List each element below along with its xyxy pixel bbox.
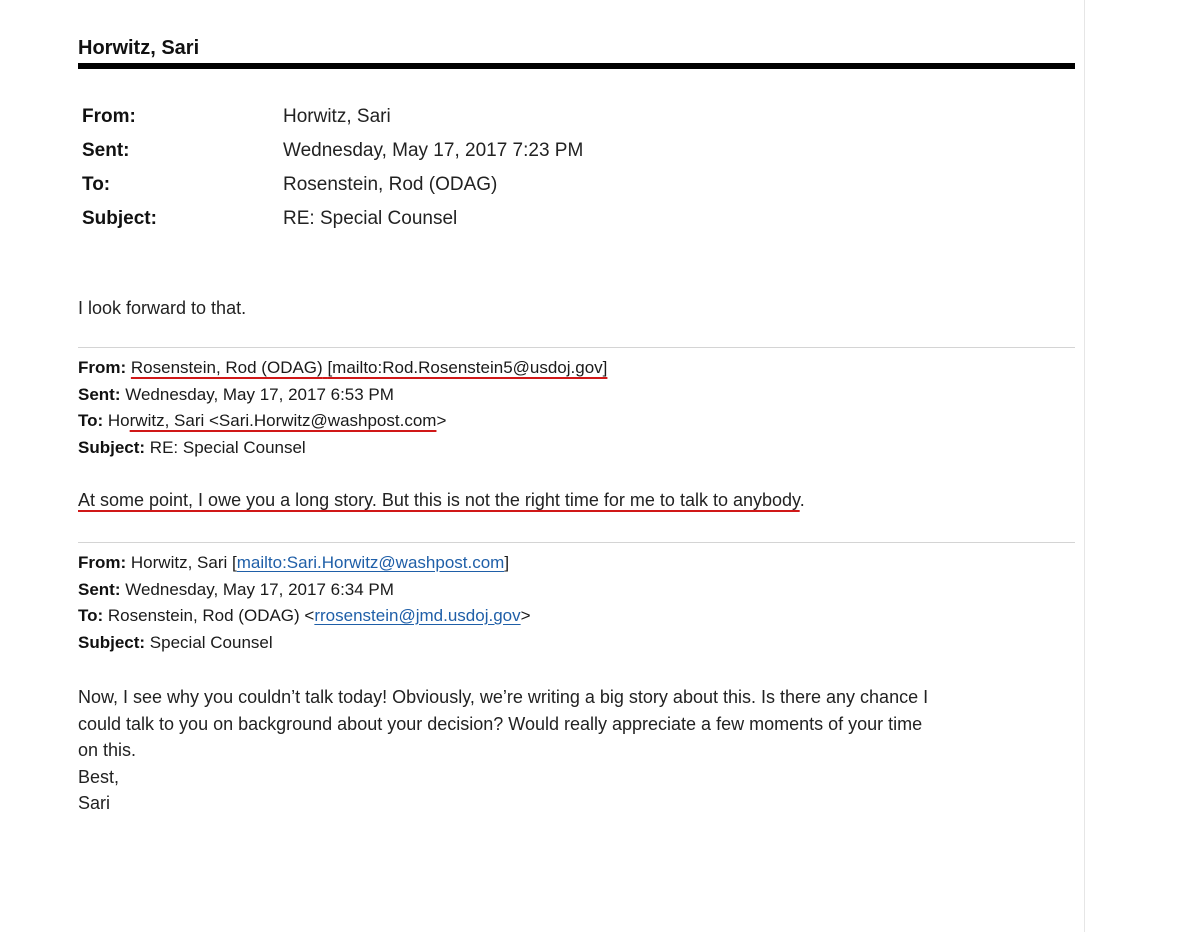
message2-to-suffix: > xyxy=(436,411,447,430)
message2-from-mailto: [mailto:Rod.Rosenstein5@usdoj.gov] xyxy=(327,358,608,377)
message2-sent-value: Wednesday, May 17, 2017 6:53 PM xyxy=(125,384,394,404)
message3-sent-value: Wednesday, May 17, 2017 6:34 PM xyxy=(125,579,394,599)
message3-sent-label: Sent: xyxy=(78,579,121,599)
message3-subject-value: Special Counsel xyxy=(149,632,273,652)
message3-mailto-link[interactable]: mailto:Sari.Horwitz@washpost.com xyxy=(236,553,505,572)
message3-body-line-1: Now, I see why you couldn’t talk today! Obviously, we’re writing a big story about this. Is there any chance I xyxy=(78,687,929,707)
quoted-message-rosenstein xyxy=(78,355,805,514)
message2-from-sender xyxy=(131,358,608,377)
document-title: Horwitz, Sari xyxy=(78,37,200,59)
message2-from-name: Rosenstein, Rod (ODAG) xyxy=(130,358,323,377)
message2-to-prefix: Ho xyxy=(107,411,130,430)
message2-subject-label: Subject: xyxy=(78,437,146,457)
message2-from-line xyxy=(78,355,805,382)
header-from-value: Horwitz, Sari xyxy=(283,106,391,127)
header-to-value: Rosenstein, Rod (ODAG) xyxy=(283,174,498,195)
message3-from-name: Horwitz, Sari xyxy=(130,553,228,572)
message3-to-name: Rosenstein, Rod (ODAG) < xyxy=(107,606,315,625)
message3-mailto-open: [ xyxy=(232,553,237,572)
header-subject-label: Subject: xyxy=(82,208,157,229)
message3-to-close: > xyxy=(520,606,531,625)
message2-to-line xyxy=(78,408,805,435)
header-from-label: From: xyxy=(82,106,136,127)
title-divider xyxy=(78,63,1075,69)
message3-signature: Sari xyxy=(78,793,111,813)
message2-sent-line xyxy=(78,382,805,409)
message-divider-1 xyxy=(78,347,1075,348)
message-divider-2 xyxy=(78,542,1075,543)
reply-body: I look forward to that. xyxy=(78,298,247,318)
message3-sent-line xyxy=(78,577,928,604)
message2-sent-label: Sent: xyxy=(78,384,121,404)
message3-subject-label: Subject: xyxy=(78,632,146,652)
message3-body xyxy=(78,684,928,817)
message3-to-label: To: xyxy=(78,606,104,625)
message2-subject-value: RE: Special Counsel xyxy=(149,437,306,457)
message2-body xyxy=(78,487,805,514)
message3-from-line xyxy=(78,550,928,577)
quoted-message-horwitz xyxy=(78,550,928,817)
header-to-label: To: xyxy=(82,174,111,195)
header-sent-label: Sent: xyxy=(82,140,130,161)
message2-to-label: To: xyxy=(78,411,104,430)
message3-body-line-2: could talk to you on background about your decision? Would really appreciate a few moments of your time xyxy=(78,713,923,734)
message2-to-recipient: rwitz, Sari <Sari.Horwitz@washpost.com xyxy=(129,411,437,430)
page-edge-line xyxy=(1084,0,1085,932)
message3-to-email-link[interactable]: rrosenstein@jmd.usdoj.gov xyxy=(314,606,521,625)
header-sent-value: Wednesday, May 17, 2017 7:23 PM xyxy=(283,140,584,161)
message2-body-period: . xyxy=(799,490,805,510)
message3-to-line xyxy=(78,603,928,630)
message3-subject-line xyxy=(78,630,928,657)
message2-subject-line xyxy=(78,435,805,462)
header-subject-value: RE: Special Counsel xyxy=(283,208,458,229)
message3-from-label: From: xyxy=(78,553,127,572)
message2-body-text: At some point, I owe you a long story. But this is not the right time for me to talk to anybody xyxy=(78,490,800,510)
message2-from-label: From: xyxy=(78,358,127,377)
message3-mailto-close: ] xyxy=(504,553,510,572)
message3-closing: Best, xyxy=(78,766,120,787)
message3-body-line-3: on this. xyxy=(78,740,137,760)
